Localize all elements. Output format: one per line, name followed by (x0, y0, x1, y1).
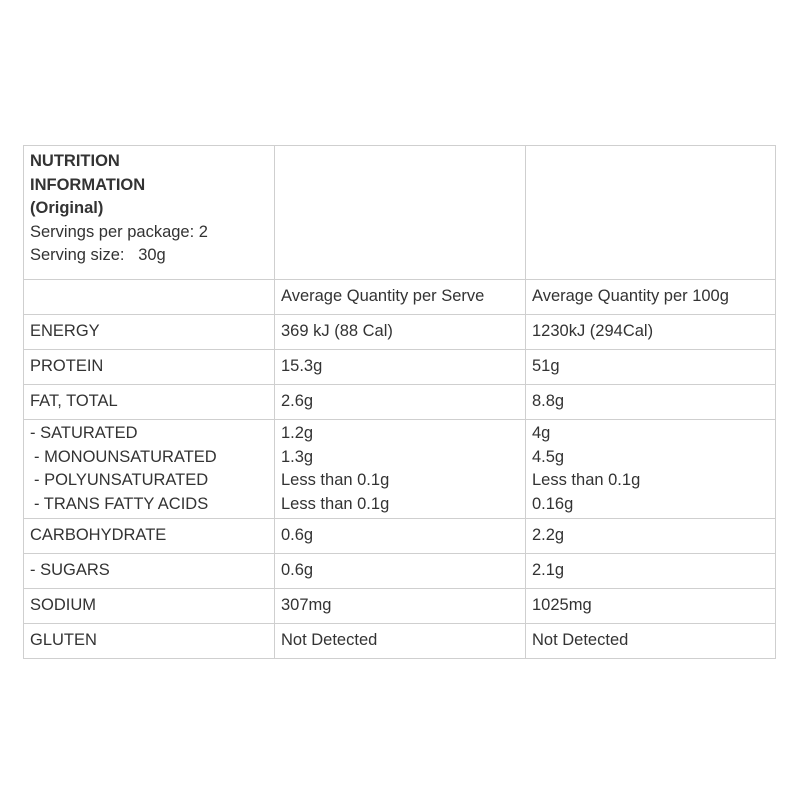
table-header-row (24, 146, 776, 280)
fat-breakdown-per-serve (275, 420, 526, 519)
panel-title-cell (24, 146, 275, 280)
table-row (24, 519, 776, 554)
nutrient-label: FAT, TOTAL (24, 385, 275, 420)
per-serve-value: 0.6g (275, 519, 526, 554)
nutrient-label: - SATURATED (30, 424, 138, 442)
fat-breakdown-labels (24, 420, 275, 519)
table-row (24, 589, 776, 624)
nutrient-label: - MONOUNSATURATED (34, 447, 217, 466)
panel-title-line: INFORMATION (30, 175, 146, 194)
nutrient-label: GLUTEN (24, 624, 275, 659)
per-serve-value: 2.6g (275, 385, 526, 420)
table-row (24, 385, 776, 420)
empty-cell (526, 146, 776, 280)
per-100g-value: 51g (526, 350, 776, 385)
nutrient-label: CARBOHYDRATE (24, 519, 275, 554)
nutrition-table (23, 145, 776, 659)
column-header-per-serve: Average Quantity per Serve (275, 280, 526, 315)
table-row (24, 624, 776, 659)
per-100g-value: 1230kJ (294Cal) (526, 315, 776, 350)
per-serve-value: 1.3g (281, 447, 314, 466)
empty-cell (275, 146, 526, 280)
panel-title-line: (Original) (30, 199, 104, 217)
nutrient-label: PROTEIN (24, 350, 275, 385)
table-row (24, 554, 776, 589)
column-header-per-100g: Average Quantity per 100g (526, 280, 776, 315)
serving-size: Serving size: 30g (30, 246, 166, 264)
per-serve-value: 307mg (275, 589, 526, 624)
servings-per-package: Servings per package: 2 (30, 222, 208, 241)
nutrient-label: - POLYUNSATURATED (34, 471, 209, 489)
nutrient-label: - SUGARS (24, 554, 275, 589)
nutrition-panel (23, 145, 775, 659)
fat-breakdown-row (24, 420, 776, 519)
per-100g-value: Less than 0.1g (532, 471, 641, 489)
per-serve-value: Less than 0.1g (281, 494, 390, 513)
per-serve-value: Less than 0.1g (281, 471, 390, 489)
per-100g-value: 1025mg (526, 589, 776, 624)
per-100g-value: 2.2g (526, 519, 776, 554)
table-row (24, 350, 776, 385)
panel-title-line: NUTRITION (30, 152, 120, 170)
nutrient-label: SODIUM (24, 589, 275, 624)
nutrient-label: - TRANS FATTY ACIDS (34, 494, 209, 513)
fat-breakdown-per-100g (526, 420, 776, 519)
per-100g-value: 0.16g (532, 494, 574, 513)
per-100g-value: 8.8g (526, 385, 776, 420)
per-serve-value: Not Detected (275, 624, 526, 659)
empty-cell (24, 280, 275, 315)
per-serve-value: 369 kJ (88 Cal) (275, 315, 526, 350)
per-serve-value: 0.6g (275, 554, 526, 589)
per-100g-value: 4.5g (532, 447, 565, 466)
per-100g-value: 2.1g (526, 554, 776, 589)
per-serve-value: 1.2g (281, 424, 314, 442)
per-100g-value: 4g (532, 424, 551, 442)
per-100g-value: Not Detected (526, 624, 776, 659)
table-row (24, 315, 776, 350)
column-header-row (24, 280, 776, 315)
per-serve-value: 15.3g (275, 350, 526, 385)
nutrient-label: ENERGY (24, 315, 275, 350)
